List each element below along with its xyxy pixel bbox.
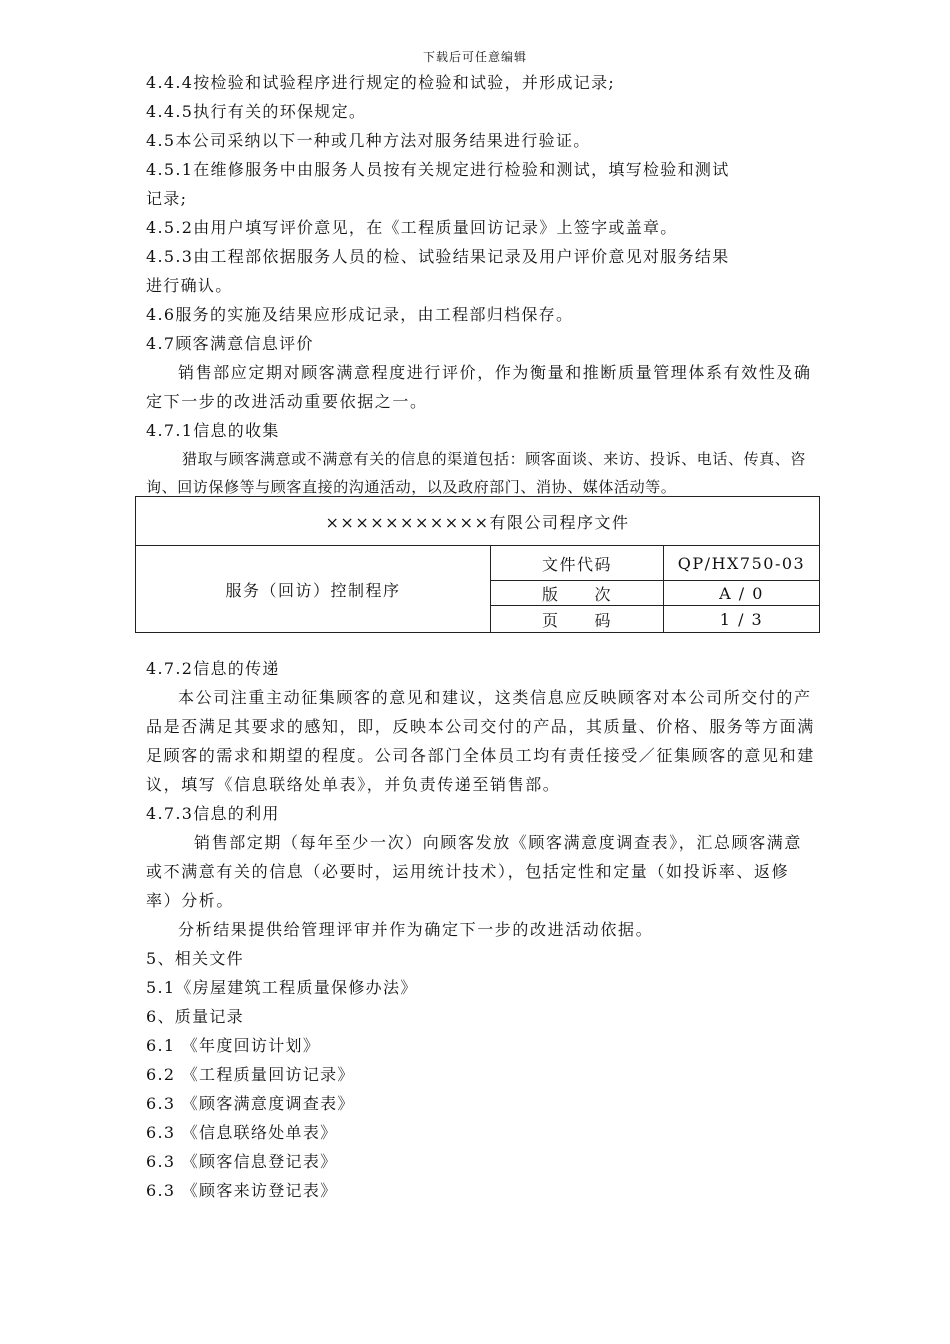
paragraph-4-7-3b: 分析结果提供给管理评审并作为确定下一步的改进活动依据。 <box>178 920 654 939</box>
program-name: 服务（回访）控制程序 <box>136 546 491 633</box>
clause-4-5-3: 4.5.3由工程部依据服务人员的检、试验结果记录及用户评价意见对服务结果 <box>146 247 730 266</box>
clause-4-4-4: 4.4.4按检验和试验程序进行规定的检验和试验，并形成记录; <box>146 73 616 92</box>
record-6-3-b: 6.3 《信息联络处单表》 <box>146 1123 338 1142</box>
heading-4-7-3: 4.7.3信息的利用 <box>146 804 280 823</box>
record-6-3-d: 6.3 《顾客来访登记表》 <box>146 1181 338 1200</box>
label-edition: 版 次 <box>491 581 664 606</box>
paragraph-4-7-2: 本公司注重主动征集顾客的意见和建议，这类信息应反映顾客对本公司所交付的产品是否满足其要求的感知，即，反映本公司交付的产品，其质量、价格、服务等方面满足顾客的需求和期望的程度。公司各部门全体员工均有责任接受／征集顾客的意见和建议，填写《信息联络处单表》，并负责传递至销售部。 <box>146 688 815 794</box>
clause-4-5-2: 4.5.2由用户填写评价意见，在《工程质量回访记录》上签字或盖章。 <box>146 218 678 237</box>
clause-4-5: 4.5本公司采纳以下一种或几种方法对服务结果进行验证。 <box>146 131 591 150</box>
section-4-7-2-to-6 <box>146 654 816 1205</box>
section-4-4-to-4-7 <box>146 68 816 501</box>
label-file-code: 文件代码 <box>491 546 664 581</box>
clause-4-6: 4.6服务的实施及结果应形成记录，由工程部归档保存。 <box>146 305 574 324</box>
record-6-1: 6.1 《年度回访计划》 <box>146 1036 321 1055</box>
record-6-3-a: 6.3 《顾客满意度调查表》 <box>146 1094 355 1113</box>
heading-4-7: 4.7顾客满意信息评价 <box>146 334 314 353</box>
company-title: ×××××××××××有限公司程序文件 <box>136 497 820 546</box>
record-6-2: 6.2 《工程质量回访记录》 <box>146 1065 355 1084</box>
paragraph-4-7-3a: 销售部定期（每年至少一次）向顾客发放《顾客满意度调查表》，汇总顾客满意或不满意有关的信息（必要时，运用统计技术），包括定性和定量（如投诉率、返修率）分析。 <box>146 833 803 910</box>
value-edition: A / 0 <box>664 581 820 606</box>
heading-4-7-2: 4.7.2信息的传递 <box>146 659 280 678</box>
clause-4-5-1: 4.5.1在维修服务中由服务人员按有关规定进行检验和测试，填写检验和测试 <box>146 160 730 179</box>
document-header-table <box>135 496 820 633</box>
clause-4-4-5: 4.4.5执行有关的环保规定。 <box>146 102 367 121</box>
paragraph-4-7-1: 猎取与顾客满意或不满意有关的信息的渠道包括：顾客面谈、来访、投诉、电话、传真、咨询、回访保修等与顾客直接的沟通活动，以及政府部门、消协、媒体活动等。 <box>146 450 807 496</box>
paragraph-4-7: 销售部应定期对顾客满意程度进行评价，作为衡量和推断质量管理体系有效性及确定下一步的改进活动重要依据之一。 <box>146 363 812 411</box>
record-6-3-c: 6.3 《顾客信息登记表》 <box>146 1152 338 1171</box>
value-file-code: QP/HX750-03 <box>664 546 820 581</box>
value-page: 1 / 3 <box>664 606 820 633</box>
header-note: 下载后可任意编辑 <box>422 50 527 64</box>
clause-5-1: 5.1《房屋建筑工程质量保修办法》 <box>146 978 418 997</box>
heading-4-7-1: 4.7.1信息的收集 <box>146 421 280 440</box>
label-page: 页 码 <box>491 606 664 633</box>
heading-5: 5、相关文件 <box>146 949 244 968</box>
clause-4-5-1-cont: 记录; <box>146 189 188 208</box>
clause-4-5-3-cont: 进行确认。 <box>146 276 233 295</box>
heading-6: 6、质量记录 <box>146 1007 244 1026</box>
